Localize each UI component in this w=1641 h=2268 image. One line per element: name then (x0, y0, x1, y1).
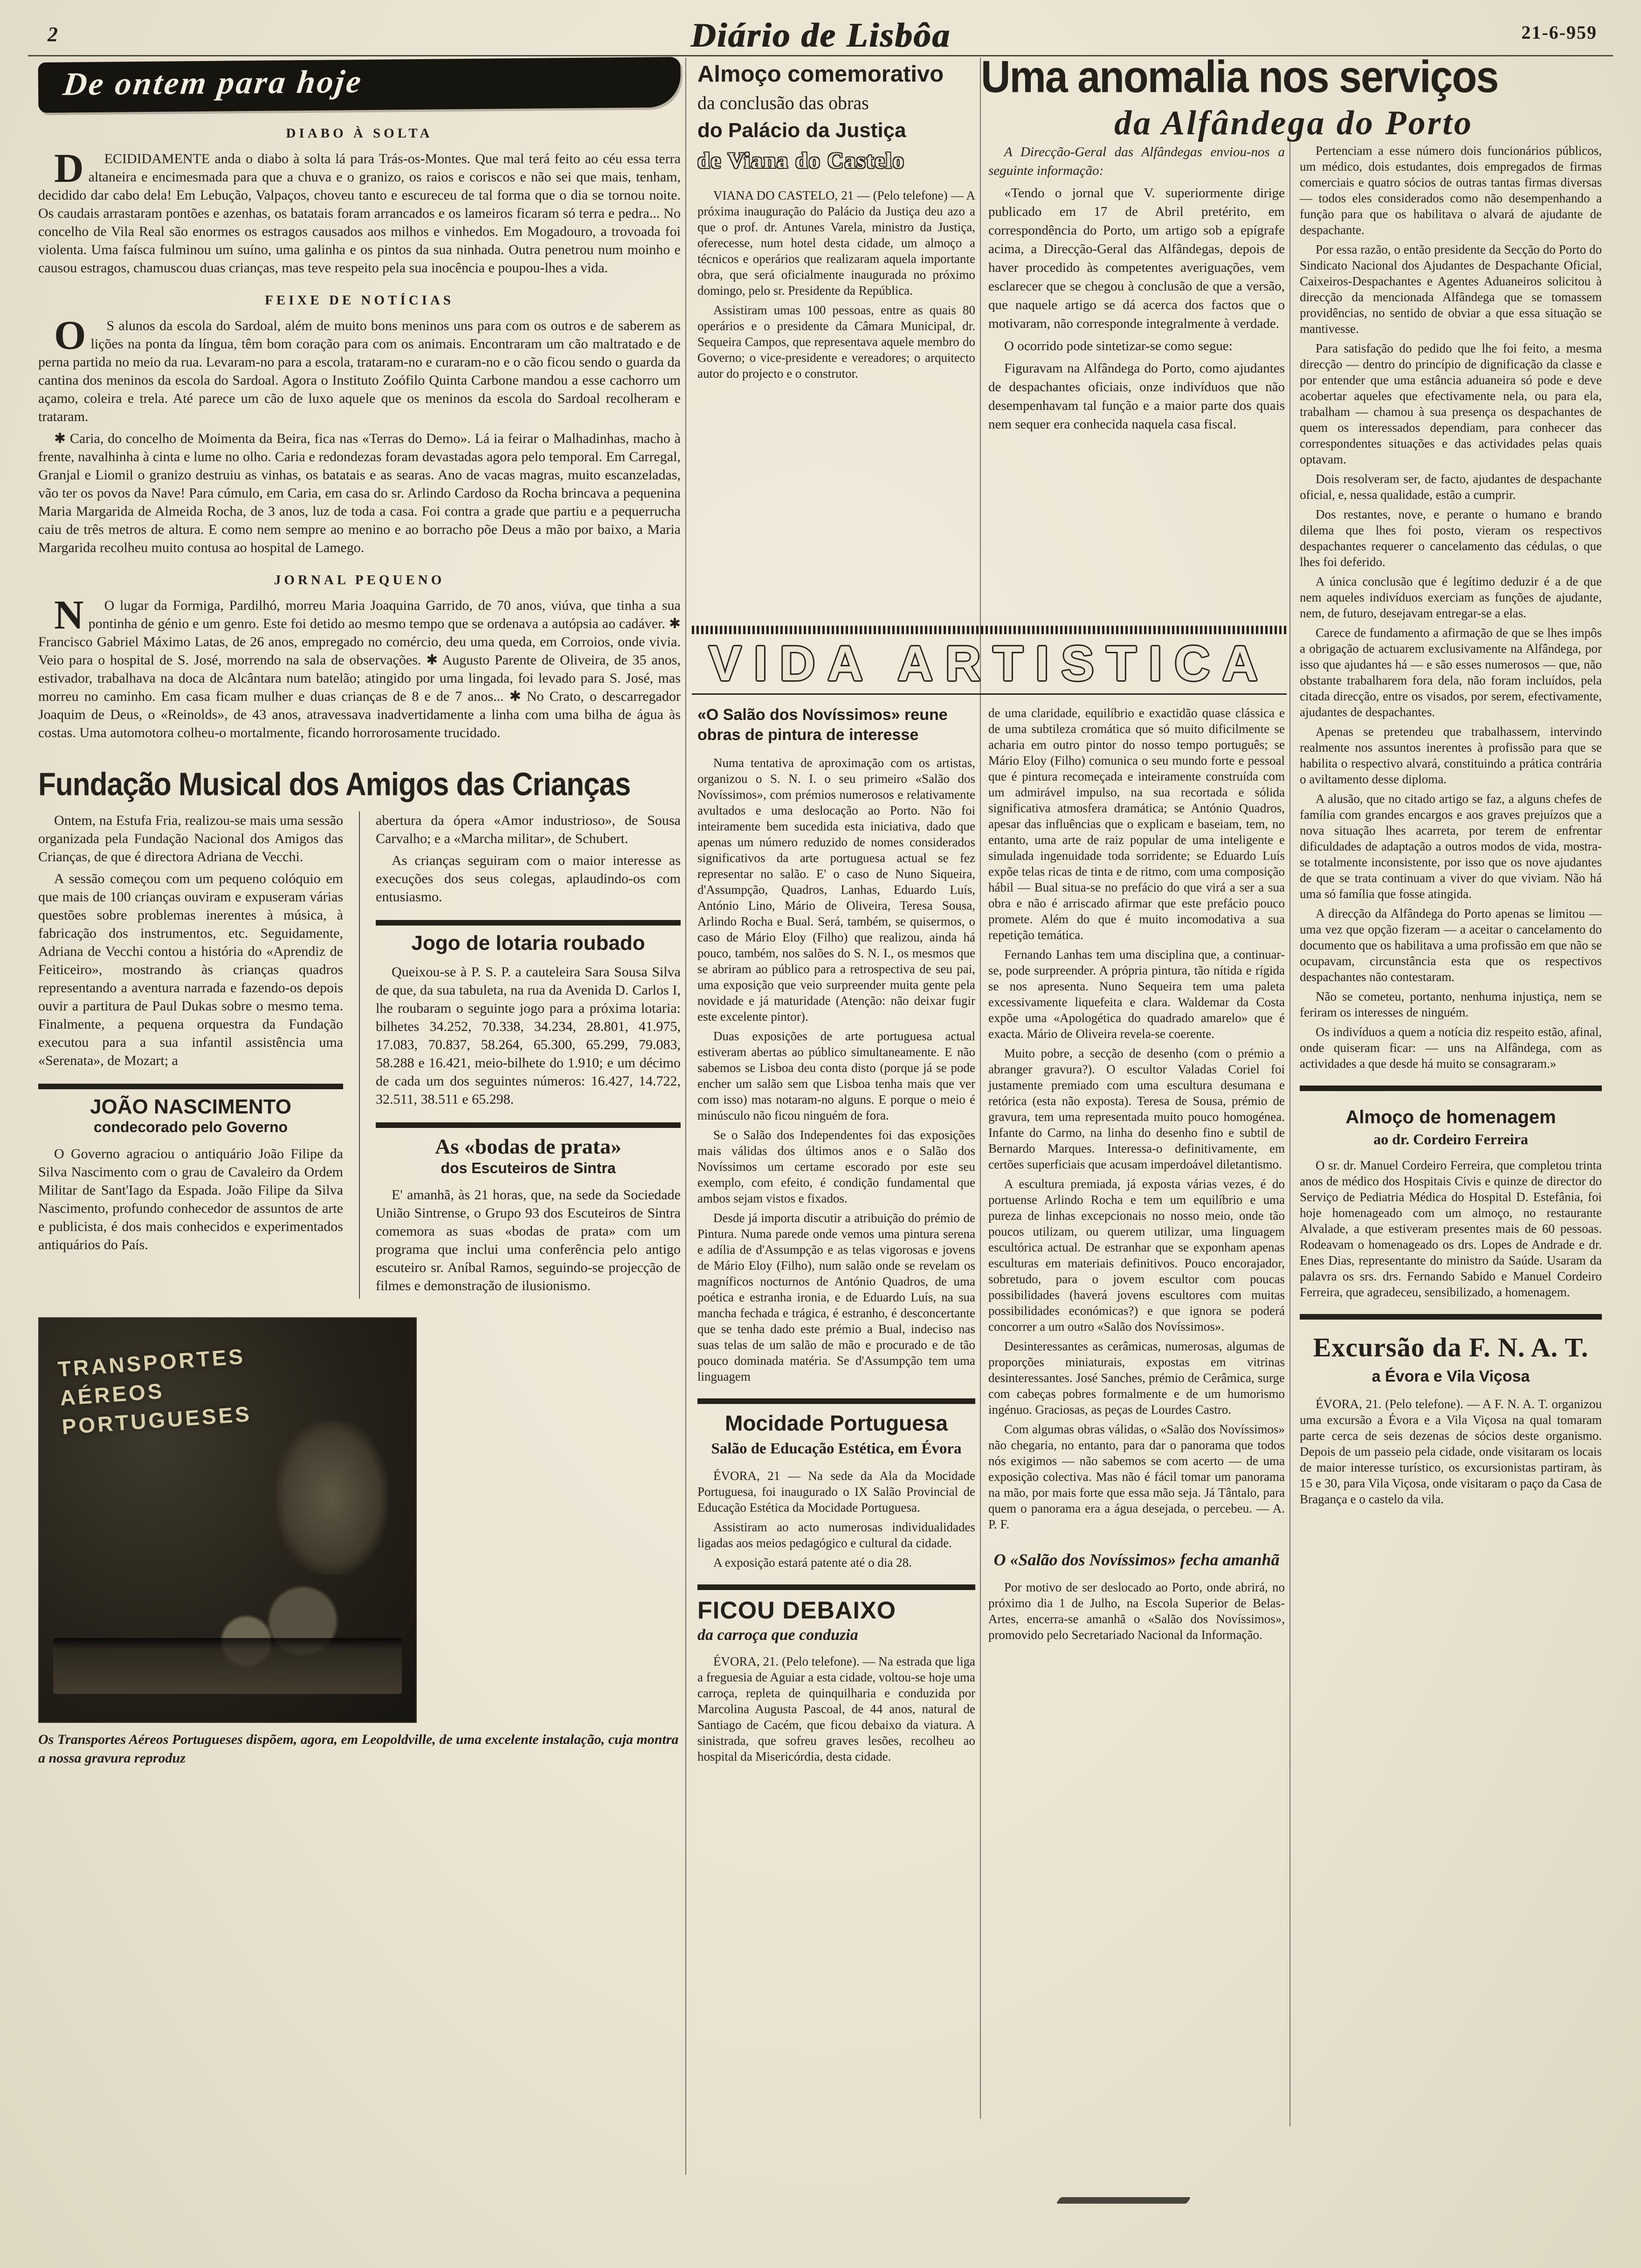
bodas-subhead: dos Escuteiros de Sintra (441, 1160, 616, 1177)
article-paragraph: ✱ Caria, do concelho de Moimenta da Beira, fica nas «Terras do Demo». Lá ia feirar o Malhadinhas, macho à frente, navalhinha à cinta e lume no olho. Caria e redondezas foram devastadas agora pelo temporal. Em Carregal, Granjal e Liomil o granizo destruiu as vinhas, os batatais e as searas. Ano de vacas magras, muito escanzeladas, vão ter os povos da Nave! Para cúmulo, em Caria, em casa do sr. Arlindo Cardoso da Rocha brincava a pequenina Maria Margarida de Almeida Rocha, de 3 anos, luz de toda a casa. Foi contra a grade que partiu e a pequerrucha caiu de três metros de altura. E como nem sempre ao menino e ao borracho põe Deus a mão por baixo, a Maria Margarida recolheu muito contusa ao hospital de Lamego. (38, 431, 681, 555)
article-paragraph: Duas exposições de arte portuguesa actual estiveram abertas ao público simultaneamente. E não sabemos se Lisboa deu conta disto (porque já se pode encher um salão sem que Lisboa tenha mais que ver com isso) mas notaram-no alguns. E porque o meio é minúsculo não ficou ninguém de fora. (697, 1029, 975, 1122)
page-number: 2 (48, 23, 58, 46)
article-paragraph: Apenas se pretendeu que trabalhassem, intervindo realmente nos assuntos inerentes à profissão para que se habilita o respectivo alvará, constituindo a prática contrária o aviltamento desse diploma. (1300, 725, 1602, 786)
article-paragraph: Dois resolveram ser, de facto, ajudantes de despachante oficial, e, nessa qualidade, estão a cumprir. (1300, 472, 1602, 502)
article-paragraph: Se o Salão dos Independentes foi das exposições mais válidas dos últimos anos e o Salão dos Novíssimos um certame escorado por este seu exemplo, com efeito, é condição fundamental que ambos sejam vistos e fixados. (697, 1128, 975, 1205)
bodas-headline: As «bodas de prata» (434, 1134, 621, 1159)
article-almoco-viana (697, 62, 975, 385)
headline-line: de Viana do Castelo (697, 148, 905, 173)
fundacao-columns (38, 811, 681, 1299)
salao-novissimos-headline: «O Salão dos Novíssimos» reune obras de pintura de interesse (697, 706, 948, 744)
headline-line: do Palácio da Justiça (697, 118, 906, 142)
ficou-subhead: da carroça que conduzia (697, 1626, 858, 1644)
article-paragraph: Fernando Lanhas tem uma disciplina que, a continuar-se, pode surpreender. A própria pintura, tão nítida e rígida se nos apresenta. Nuno Sequeira tem uma paleta excessivamente liquefeita e clara. Waldemar da Costa expõe uma «Apologética do quadrado amarelo» que é exacta. Mário de Oliveira revela-se coerente. (988, 947, 1285, 1041)
fecha-headline: O «Salão dos Novíssimos» fecha amanhã (993, 1550, 1280, 1569)
article-paragraph: O ocorrido pode sintetizar-se como segue: (1004, 339, 1233, 353)
article-paragraph: Desinteressantes as cerâmicas, numerosas, algumas de proporções miniaturais, expostas em vitrinas desinteressantes. José Sanches, prémio de Cerâmica, surge com cabeças pobres formalmente e de um humorismo ingénuo. Graciosas, as peças de Lourdes Castro. (988, 1339, 1285, 1417)
headline-line: da conclusão das obras (697, 92, 869, 113)
article-paragraph: A alusão, que no citado artigo se faz, a alguns chefes de família com grandes encargos e aos graves prejuízos que a nova situação lhes acarreta, por terem de enfrentar dificuldades de adaptação a outros modos de vida, mostra-se totalmente inconsistente, por isso que os nove ajudantes de que se trata continuam a viver do que viviam. Não há uma só família que fosse atingida. (1300, 792, 1602, 901)
article-paragraph: «Tendo o jornal que V. superiormente dirige publicado em 17 de Abril pretérito, em correspondência do Porto, um artigo sob a epígrafe acima, a Direcção-Geral das Alfândegas, depois de haver procedido às competentes averiguações, vem esclarecer que se chegou à conclusão de que a versão, que naquele artigo se dá acerca dos factos que o motivaram, não corresponde integralmente à verdade. (988, 186, 1285, 331)
joao-subhead: condecorado pelo Governo (93, 1119, 288, 1136)
article-paragraph: VIANA DO CASTELO, 21 — (Pelo telefone) — A próxima inauguração do Palácio da Justiça deu azo a que o prof. dr. Antunes Varela, ministro da Justiça, oferecesse, num hotel desta cidade, um almoço a técnicos e operários que realizaram aquela importante obra, que será oficialmente inaugurada no próximo domingo, pelo sr. Presidente da República. (697, 188, 975, 297)
article-paragraph: Ontem, na Estufa Fria, realizou-se mais uma sessão organizada pela Fundação Nacional dos Amigos das Crianças, de que é directora Adriana de Vecchi. (38, 813, 343, 864)
issue-date: 21-6-959 (1521, 22, 1597, 43)
thick-thin-rule (376, 1122, 681, 1128)
thick-thin-rule (697, 1584, 975, 1590)
fundacao-headline: Fundação Musical dos Amigos das Crianças (38, 767, 631, 803)
photo-sign-line: PORTUGUESES (61, 1401, 253, 1439)
masthead-title: Diário de Lisbôa (690, 16, 951, 55)
mocidade-subhead: Salão de Educação Estética, em Évora (711, 1440, 962, 1457)
article-paragraph: As crianças seguiram com o maior interesse as execuções dos seus colegas, aplaudindo-os com entusiasmo. (376, 853, 681, 905)
article-paragraph: Pertenciam a esse número dois funcionários públicos, um médico, dois estudantes, dois empregados de firmas comerciais e quatro sócios de outras tantas firmas diversas — todos eles considerados como não desempenhando a função para que os habilitava o alvará de ajudante de despachante. (1300, 144, 1602, 237)
article-paragraph: A única conclusão que é legítimo deduzir é a de que nem aqueles indivíduos exerciam as funções de ajudante, nem, de futuro, desejavam entregar-se a elas. (1300, 574, 1602, 620)
mocidade-headline: Mocidade Portuguesa (725, 1411, 948, 1435)
article-paragraph: OS alunos da escola do Sardoal, além de muito bons meninos uns para com os outros e de saberem as lições na ponta da língua, têm bom coração para com os animais. Encontraram um cão maltratado e de perna partida no meio da rua. Levaram-no para a escola, trataram-no e curaram-no e o cão ficou sendo o guarda da cantina dos meninos da escola do Sardoal. Agora o Instituto Zoófilo Quinta Carbone mandou a esse cachorro um açamo, coleira e trela. Até parece um cão de luxo aquele que os meninos da escola do Sardoal recolheram e trataram. (38, 313, 681, 424)
hatched-rule (692, 626, 1287, 634)
article-paragraph: abertura da ópera «Amor industrioso», de Sousa Carvalho; e a «Marcha militar», de Schubert. (376, 813, 681, 846)
article-paragraph: E' amanhã, às 21 horas, que, na sede da Sociedade União Sintrense, o Grupo 93 dos Escuteiros de Sintra comemora as suas «bodas de prata» com um programa que inclui uma conferência pelo antigo escuteiro sr. Aníbal Ramos, seguindo-se projecção de filmes e demonstração de ilusionismo. (376, 1187, 681, 1293)
article-paragraph: Os indivíduos a quem a notícia diz respeito estão, afinal, onde quiseram ficar: — uns na Alfândega, com as actividades a que desde há muito se consagraram.» (1300, 1025, 1602, 1071)
photo-sign-text (57, 1341, 253, 1441)
anomalia-column-b (1300, 143, 1602, 1511)
article-paragraph: DECIDIDAMENTE anda o diabo à solta lá para Trás-os-Montes. Que mal terá feito ao céu essa terra altaneira e encimesmada para que a chuva e o granizo, os raios e coriscos e não sei que mais, tenham, decidido dar cabo dela! Em Lebução, Valpaços, choveu tanto e escureceu de tal forma que o dia se tornou noite. Os caudais arrastaram pontões e azenhas, os batatais foram arrancados e os lameiros ficaram só terra e pedra... No concelho de Vila Real são enormes os estragos causados aos milhos e vinhedos. Em Mogadouro, a trovoada foi violenta. Uma faísca fulminou um suíno, uma galinha e os pintos da sua ninhada. Outra penetrou num moinho e causou estragos, chamuscou duas crianças, mas teve respeito pela sua inocência e poupou-lhes a vida. (38, 146, 681, 276)
ficou-headline: FICOU DEBAIXO (697, 1597, 896, 1625)
lotaria-headline: Jogo de lotaria roubado (411, 932, 645, 954)
photo-caption: Os Transportes Aéreos Portugueses dispõem, agora, em Leopoldville, de uma excelente instalação, cuja montra a nossa gravura reproduz (38, 1731, 679, 1766)
thick-thin-rule (697, 1398, 975, 1404)
homenagem-subhead: ao dr. Cordeiro Ferreira (1373, 1131, 1528, 1148)
excursao-subhead: a Évora e Vila Viçosa (1372, 1368, 1530, 1385)
article-paragraph: Carece de fundamento a afirmação de que se lhes impôs a obrigação de actuarem exclusivamente na Alfândega, por isso que ajudantes há — e são esses numerosos — que, não obstante trabalharem fora dela, não foram incluídos, pela citada direcção, entre os visados, por serem, efectivamente, ajudantes de despachantes. (1300, 626, 1602, 719)
vida-artistica-banner (692, 626, 1287, 695)
article-paragraph: de uma claridade, equilíbrio e exactidão quase clássica e de uma subtileza cromática que só muito dificilmente se acharia em outro pintor do nosso tempo português; se Mário Eloy (Filho) comunica o seu mundo forte e pessoal que é pintura recomeçada e inteiramente construída com um admirável impulso, na sua recortada e sólida significativa atmosfera dramática; se António Quadros, apesar das influências que o explicam e baseiam, tem, no entanto, uma arte de raiz popular de uma inteligente e simulada ingenuidade toda sorridente; se Eduardo Luís expõe telas ricas de tinta e de ritmo, com uma composição hábil — Bual situa-se no prefácio do que virá a ser a sua obra e não é arriscado afirmar que este prefácio pouco promete. Além do que é muito incomodativa a sua repetição temática. (988, 706, 1285, 942)
anomalia-column-a (988, 143, 1285, 437)
excursao-headline: Excursão da F. N. A. T. (1313, 1332, 1589, 1362)
article-paragraph: O sr. dr. Manuel Cordeiro Ferreira, que completou trinta anos de médico dos Hospitais Civis e quinze de director do Serviço de Pediatria Médica do Hospital D. Estefânia, foi hoje homenageado com um almoço, no restaurante Alvalade, a que estiveram presentes mais de 60 pessoas. Rodeavam o homenageado os drs. Lopes de Andrade e dr. Enes Dias, representante do ministro da Saúde. Usaram da palavra os srs. drs. Fernando Sabido e Manuel Cordeiro Ferreira, que agradeceu, sensibilizado, a homenagem. (1300, 1158, 1602, 1299)
article-paragraph: Para satisfação do pedido que lhe foi feito, a mesma direcção — dentro do princípio de dignificação da classe e por entender que uma estância aduaneira só pode e deve acobertar aqueles que efectivamente nela, ou para ela, trabalham — chamou à sua presença os despachantes de quem os interessados dependiam, para conhecer das correspondentes situações e das actividades pelas quais optavam. (1300, 341, 1602, 466)
article-paragraph: Assistiram umas 100 pessoas, entre as quais 80 operários e o presidente da Câmara Municipal, dr. Sequeira Campos, que representava aquele membro do Governo; o vice-presidente e vereadores; o arquitecto autor do projecto e o construtor. (697, 303, 975, 380)
article-paragraph: Por essa razão, o então presidente da Secção do Porto do Sindicato Nacional dos Ajudantes de Despachante Oficial, Caixeiros-Despachantes e Agentes Aduaneiros solicitou à direcção da mencionada Alfândega que se tomassem providências, no sentido de obviar a que essa situação se mantivesse. (1300, 242, 1602, 336)
article-paragraph: Numa tentativa de aproximação com os artistas, organizou o S. N. I. o seu primeiro «Salão dos Novíssimos», com prémios numerosos e relativamente avultados e uma deslocação ao Porto. Não foi inteiramente bem sucedida esta iniciativa, dado que apenas um número reduzido de nomes considerados significativos da arte portuguesa actual se fez representar no salão. E' o caso de Nuno Siqueira, d'Assumpção, Quadros, Lanhas, Eduardo Luís, António Lino, Mário de Oliveira, Teresa Sousa, Arlindo Rocha e Bual. Será, também, se quisermos, o caso de Mário Eloy (Filho) que realizou, ainda há pouco, também, nos salões do S. N. I., os mesmos que se abriram ao público para a retrospectiva de seu pai, uma exposição que veio surpreender muita gente pela novidade e já maturidade (Atenção: não deixar fugir este excelente pintor). (697, 756, 975, 1023)
column-rule-3 (1289, 140, 1290, 2126)
section-heading-jornal: JORNAL PEQUENO (274, 573, 445, 588)
article-paragraph: Muito pobre, a secção de desenho (com o prémio a abranger gravura?). O escultor Valadas Coriel foi justamente premiado com uma escultura desumana e retórica (esta não exposta). Teresa de Sousa, prémio de gravura, tem uma representada muito pouco homogénea. Infante do Carmo, na linha do desenho fino e subtil de Bernardo Marques. Interessa-o definitivamente, em certões superficiais que acusam imperdoável diletantismo. (988, 1046, 1285, 1171)
article-paragraph: A escultura premiada, já exposta várias vezes, é do portuense Arlindo Rocha e tem um equilíbrio e uma pureza de linhas excepcionais no nosso meio, onde tão poucos utilizam, ou querem utilizar, uma linguagem escultórica actual. De estranhar que se exponham apenas esculturas em materiais definitivos. Pouco encorajador, sobretudo, para o jovem escultor com poucas possibilidades (haverá jovens escultores com muitas possibilidades económicas?) e que ignora se poderá concorrer a um outro «Salão dos Novíssimos». (988, 1177, 1285, 1334)
headline-line: Uma anomalia nos serviços (981, 51, 1498, 102)
photo-display-shelf (53, 1638, 402, 1694)
thick-thin-rule (1300, 1314, 1602, 1320)
almoco-viana-headline (697, 62, 975, 173)
article-paragraph: ÉVORA, 21 — Na sede da Ala da Mocidade Portuguesa, foi inaugurado o IX Salão Provincial de Educação Estética da Mocidade Portuguesa. (697, 1469, 975, 1515)
section-heading-diabo: DIABO À SOLTA (286, 126, 433, 141)
thick-thin-rule (38, 1084, 343, 1089)
article-paragraph: NO lugar da Formiga, Pardilhó, morreu Maria Joaquina Garrido, de 70 anos, viúva, que tinha a sua pontinha de génio e um genro. Este foi detido ao mesmo tempo que se ordenava a autópsia ao cadáver. ✱ Francisco Gabriel Máximo Latas, de 26 anos, empregado no comércio, deu uma queda, em Corroios, onde vivia. Veio para o hospital de S. José, morrendo na sala de observações. ✱ Augusto Parente de Oliveira, de 35 anos, estivador, trabalhava na doca de Alcântara num batelão; atingido por uma lingada, foi levado para S. José, mas morreu no caminho. Em casa ficam mulher e duas crianças de 8 e de 7 anos... ✱ No Crato, o descarregador Joaquim de Deus, o «Reinolds», de 43 anos, atravessava inadvertidamente a linha com uma bilha de água às costas. Uma automotora colheu-o mortalmente, ficando horrorosamente trucidado. (38, 593, 681, 740)
thick-thin-rule (1300, 1086, 1602, 1091)
column-rule-2 (980, 58, 981, 2119)
section-heading-feixe: FEIXE DE NOTÍCIAS (265, 293, 454, 308)
vida-artistica-column-1 (697, 705, 975, 1768)
article-paragraph: Por motivo de ser deslocado ao Porto, onde abrirá, no próximo dia 1 de Julho, na Escola Superior de Belas-Artes, encerra-se amanhã o «Salão dos Novíssimos», promovido pelo Secretariado Nacional da Informação. (988, 1580, 1285, 1642)
article-paragraph: Assistiram ao acto numerosas individualidades ligadas aos meios pedagógico e cultural da cidade. (697, 1520, 975, 1550)
left-column-group (38, 60, 681, 1768)
article-paragraph: A exposição estará patente até o dia 28. (713, 1556, 912, 1570)
article-paragraph: ÉVORA, 21. (Pelo telefone). — Na estrada que liga a freguesia de Aguiar a esta cidade, voltou-se hoje uma carroça, repleta de quinquilharia e conduzida por Marcolina Augusta Pascoal, de 44 anos, natural de Santiago de Cacém, que ficou debaixo da viatura. A sinistrada, que sofreu graves lesões, recolheu ao hospital da Misericórdia, desta cidade. (697, 1654, 975, 1764)
homenagem-headline: Almoço de homenagem (1345, 1107, 1556, 1127)
article-paragraph: A direcção da Alfândega do Porto apenas se limitou — uma vez que opção fizeram — a aceitar o cancelamento do documento que os habilitava a uma profissão em que não se ocupavam, circunstância esta que os respectivos despachantes não contestaram. (1300, 906, 1602, 984)
photo-highlight (276, 1421, 388, 1575)
joao-headline: JOÃO NASCIMENTO (90, 1095, 291, 1118)
banner-title: De ontem para hoje (61, 63, 365, 103)
headline-line: Almoço comemorativo (697, 62, 944, 87)
article-paragraph: O Governo agraciou o antiquário João Filipe da Silva Nascimento com o grau de Cavaleiro da Ordem Militar de Sant'Iago da Espada. João Filipe da Silva Nascimento, profundo conhecedor de assuntos de arte e publicista, é dos mais conhecidos e experimentados antiquários do País. (38, 1146, 343, 1252)
fundacao-right-column (359, 811, 681, 1299)
article-paragraph: Dos restantes, nove, e perante o humano e brando dilema que lhes foi posto, vieram os respectivos despachantes requerer o cancelamento das cédulas, o que lhes foi deferido. (1300, 507, 1602, 569)
thick-thin-rule (376, 920, 681, 926)
article-paragraph: Figuravam na Alfândega do Porto, como ajudantes de despachantes oficiais, onze indivíduos que não desempenhavam tal função e a maior parte dos quais nem sequer era conhecida naquela casa fiscal. (988, 361, 1285, 432)
article-paragraph: ÉVORA, 21. (Pelo telefone). — A F. N. A. T. organizou uma excursão a Évora e a Vila Viçosa na qual tomaram parte cerca de seis dezenas de sócios deste organismo. Depois de um passeio pela cidade, onde visitaram os locais de maior interesse turístico, os excursionistas partiram, às 15 e 30, para Vila Viçosa, onde visitaram o paço da Casa de Bragança e o castelo da vila. (1300, 1397, 1602, 1506)
article-paragraph: Com algumas obras válidas, o «Salão dos Novíssimos» não chegaria, no entanto, para dar o panorama que todos nós exigimos — não sabemos se com acerto — de uma exposição colectiva. Mas não é fácil tomar um panorama na mão, por mais forte que essa mão seja. Já Tântalo, para quem o panorama era a água desejada, o percebeu. — A. P. F. (988, 1422, 1285, 1531)
article-lead: A Direcção-Geral das Alfândegas enviou-nos a seguinte informação: (988, 145, 1285, 178)
storefront-photo (38, 1317, 417, 1723)
page-header (37, 16, 1604, 55)
photo-sign-line: TRANSPORTES (57, 1344, 246, 1381)
article-anomalia-headline (981, 51, 1607, 143)
headline-line: da Alfândega do Porto (1114, 104, 1473, 142)
ink-smudge (1056, 2197, 1191, 2204)
article-paragraph: A sessão começou com um pequeno colóquio em que mais de 100 crianças ouviram e expuseram várias questões sobre problemas inerentes à música, à fabricação dos instrumentos, etc. Seguidamente, Adriana de Vecchi contou a história do «Aprendiz de Feiticeiro», mostrando às crianças quadros representando a aventura narrada e fazendo-os depois ouvir a partitura de Paul Dukas sobre o mesmo tema. Finalmente, a pequena orquestra da Fundação executou para a sua infantil assistência uma «Serenata», de Mozart; a (38, 871, 343, 1068)
photo-sign-line: AÉREOS (59, 1378, 165, 1410)
article-paragraph: Queixou-se à P. S. P. a cauteleira Sara Sousa Silva de que, da sua tabuleta, na rua da Avenida D. Carlos I, lhe roubaram o seguinte jogo para a próxima lotaria: bilhetes 34.252, 70.338, 34.234, 28.801, 41.975, 17.083, 70.837, 58.264, 65.300, 65.299, 79.083, 58.288 e 16.421, meio-bilhete do 1.910; e um décimo de cada um dos seguintes números: 16.427, 14.722, 32.511, 38.511 e 65.298. (376, 964, 681, 1107)
column-rule-1 (685, 58, 686, 2175)
fundacao-left-column (38, 811, 343, 1299)
article-paragraph: Desde já importa discutir a atribuição do prémio de Pintura. Numa parede onde vemos uma pintura serena e adília de d'Assumpção e as telas vigorosas e jovens de Mário Eloy (Filho), num salão onde se revelam os magníficos nocturnos de António Quadros, de uma poética e estranha ironia, e de Eduardo Luís, na sua mancha fechada e trágica, é estranho, é desconcertante que se tenha dado este prémio a Bual, indeciso nas suas telas de um salão de mão e procurado e de tão pouco dominada matéria. Se d'Assumpção tem uma linguagem (697, 1211, 975, 1383)
article-paragraph: Não se cometeu, portanto, nenhuma injustiça, nem se feriram os interesses de ninguém. (1300, 989, 1602, 1019)
de-ontem-para-hoje-banner (38, 57, 681, 113)
vida-artistica-title: VIDA ARTISTICA (708, 636, 1270, 691)
vida-artistica-column-2 (988, 705, 1285, 1646)
thin-rule (692, 693, 1287, 695)
